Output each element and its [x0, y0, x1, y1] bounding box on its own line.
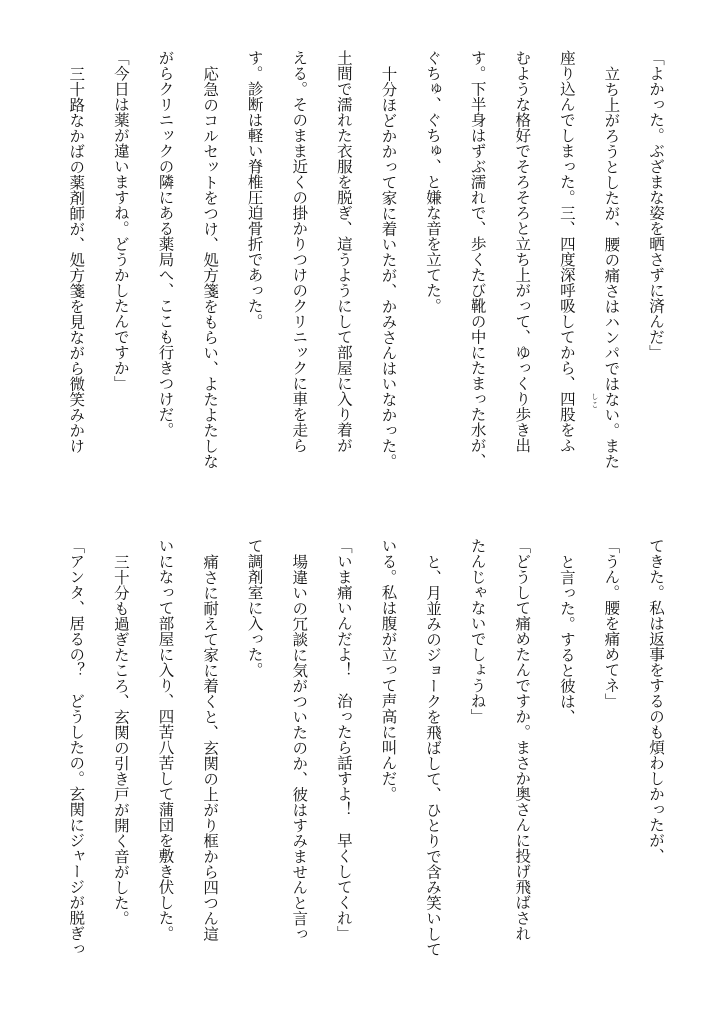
upper-text-line: す。下半身はずぶ濡れで、歩くたび靴の中にたまった水が、 — [468, 50, 487, 469]
lower-text-line: と、月並みのジョークを飛ばして、ひとりで含み笑いして — [424, 553, 443, 957]
lower-text-line: いる。私は腹が立って声高に叫んだ。 — [379, 538, 398, 802]
lower-text-line: 三十分も過ぎたころ、玄関の引き戸が開く音がした。 — [111, 553, 130, 926]
upper-text-line: 「今日は薬が違いますね。どうかしたんですか」 — [111, 50, 130, 391]
upper-text-line: がらクリニックの隣にある薬局へ、ここも行きつけだ。 — [156, 50, 175, 438]
lower-text-block — [54, 538, 678, 978]
lower-text-line: いになって部屋に入り、四苦八苦して蒲団を敷き伏した。 — [156, 538, 175, 941]
lower-text-line: たんじゃないでしょうね」 — [468, 538, 487, 724]
upper-text-line: 三十路なかばの薬剤師が、処方箋を見ながら微笑みかけ — [67, 65, 86, 453]
lower-text-line: て調剤室に入った。 — [245, 538, 264, 678]
upper-text-line: ぐちゅ、ぐちゅ、と嫌な音を立てた。 — [424, 50, 443, 314]
upper-text-line: 座り込んでしまった。三、四度深呼吸してから、四股 しこ をふ — [544, 50, 589, 490]
lower-text-line: 痛さに耐えて家に着くと、玄関の上がり框から四つん這 — [201, 553, 220, 941]
upper-text-line: す。診断は軽い脊椎圧迫骨折であった。 — [245, 50, 264, 329]
upper-text-line: 立ち上がろうとしたが、腰の痛さはハンパではない。また — [602, 65, 621, 469]
upper-text-line: 「よかった。ぶざまな姿を晒さずに済んだ」 — [647, 50, 665, 360]
lower-text-line: 「いま痛いんだよ！ 治ったら話すよ！ 早くしてくれ」 — [334, 538, 353, 941]
lower-text-line: てきた。私は返事をするのも煩わしかったが、 — [647, 538, 665, 864]
ruby-reading: しこ — [590, 393, 599, 409]
upper-text-line: える。そのまま近くの掛かりつけのクリニックに車を走ら — [290, 50, 309, 453]
upper-text-line: 応急のコルセットをつけ、処方箋をもらい、よたよたしな — [201, 65, 220, 469]
upper-text-block — [54, 50, 678, 490]
ruby-annotated-word: 四股 しこ — [557, 391, 599, 422]
lower-text-line: 「うん。腰を痛めてネ」 — [602, 538, 621, 709]
lower-text-line: と言った。すると彼は、 — [557, 553, 576, 724]
upper-text-line: 十分ほどかかって家に着いたが、かみさんはいなかった。 — [379, 65, 398, 469]
lower-text-line: 「アンタ、居るの？ どうしたの。玄関にジャージが脱ぎっ — [67, 538, 86, 957]
lower-text-line: 「どうして痛めたんですか。まさか奥さんに投げ飛ばされ — [513, 538, 532, 941]
upper-text-line: 土間で濡れた衣服を脱ぎ、這うようにして部屋に入り着が — [334, 50, 353, 453]
upper-text-line: むような格好でそろそろと立ち上がって、ゆっくり歩き出 — [513, 50, 532, 453]
lower-text-line: 場違いの冗談に気がついたのか、彼はすみませんと言っ — [290, 553, 309, 941]
